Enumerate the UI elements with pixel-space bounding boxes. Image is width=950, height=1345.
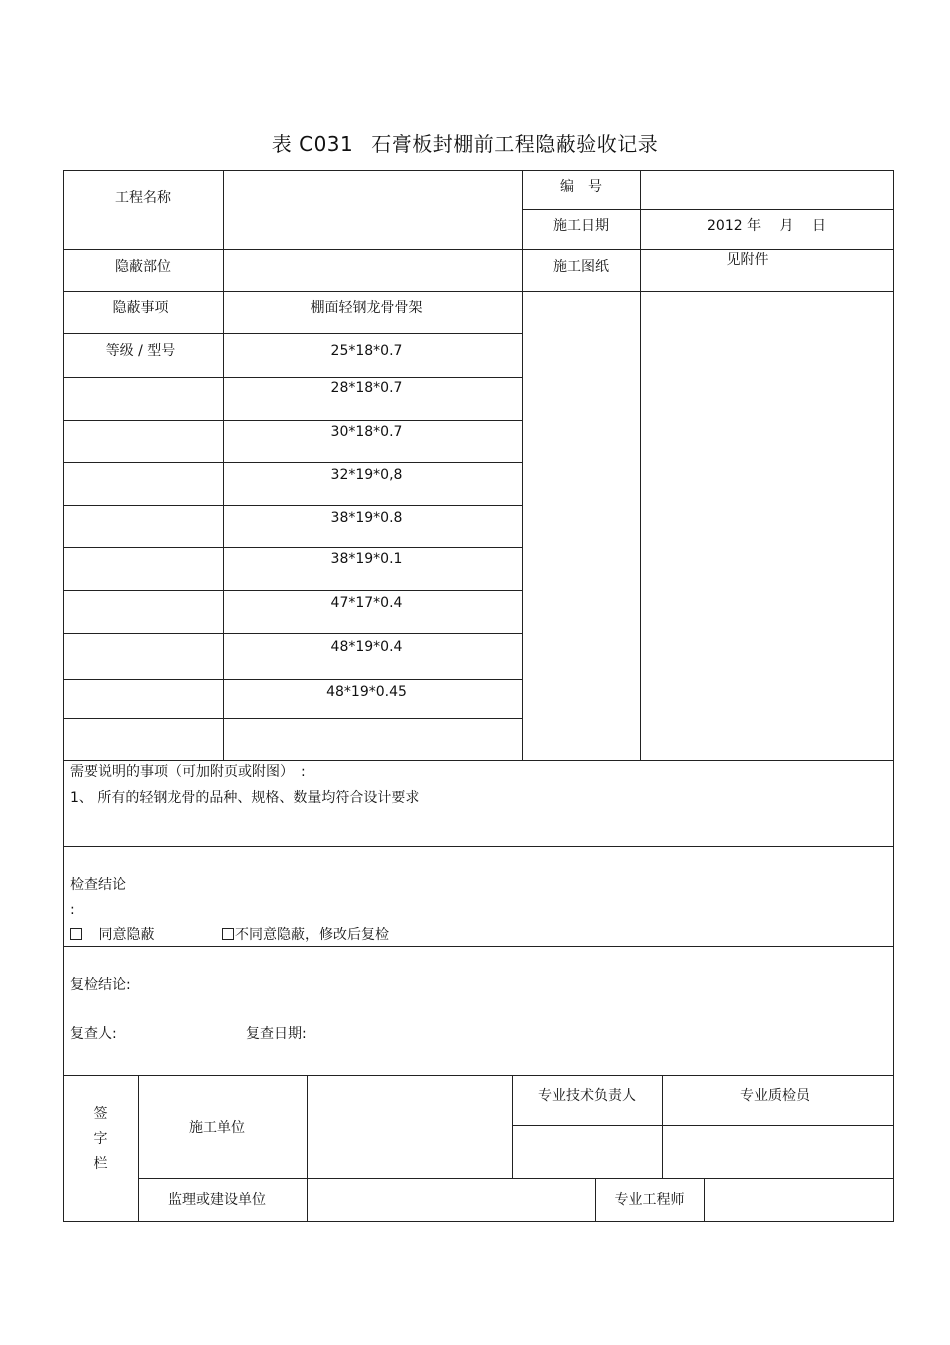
notes-heading: 需要说明的事项（可加附页或附图） :: [70, 764, 306, 780]
model-value: 25*18*0.7: [330, 343, 403, 359]
model-value: 30*18*0.7: [330, 424, 403, 440]
disagree-label: 不同意隐蔽，修改后复检: [235, 927, 389, 943]
project-name-label: 工程名称: [115, 190, 171, 206]
number-label: 编 号: [560, 179, 602, 195]
inspection-colon: :: [70, 902, 75, 918]
section-line: [63, 760, 894, 761]
construction-date-label: 施工日期: [553, 218, 609, 234]
hidden-part-label: 隐蔽部位: [115, 259, 171, 275]
sig-row-line: [512, 1125, 894, 1126]
row-line: [63, 291, 894, 292]
page-title: [0, 128, 930, 157]
agree-option[interactable]: [70, 926, 154, 944]
row-line: [63, 420, 523, 421]
signature-column-char: 签: [93, 1106, 108, 1122]
table-border-right: [893, 170, 894, 1222]
form-code: 表 C031: [271, 132, 354, 156]
row-line: [63, 590, 523, 591]
hidden-item-label: 隐蔽事项: [112, 300, 169, 316]
table-border-bottom: [63, 1221, 894, 1222]
signature-column-char: 字: [93, 1131, 108, 1147]
model-value: 38*19*0.1: [330, 551, 403, 567]
model-value: 38*19*0.8: [330, 510, 403, 526]
model-value: 48*19*0.4: [330, 639, 403, 655]
sig-col-line: [704, 1178, 705, 1222]
grade-model-label: 等级 / 型号: [105, 343, 176, 359]
quality-inspector-label: 专业质检员: [740, 1088, 810, 1104]
col-divider-1: [223, 170, 224, 760]
model-value: 28*18*0.7: [330, 380, 403, 396]
supervision-unit-label: 监理或建设单位: [168, 1192, 266, 1208]
model-value: 48*19*0.45: [326, 684, 407, 700]
disagree-option[interactable]: [222, 926, 389, 944]
model-value: 47*17*0.4: [330, 595, 403, 611]
section-line: [63, 946, 894, 947]
section-line: [63, 846, 894, 847]
construction-unit-label: 施工单位: [189, 1120, 245, 1136]
recheck-conclusion-label: 复检结论:: [70, 977, 131, 993]
row-line: [63, 679, 523, 680]
sig-row-line: [138, 1178, 894, 1179]
section-line: [63, 1075, 894, 1076]
construction-drawing-label: 施工图纸: [553, 259, 609, 275]
signature-column-char: 栏: [93, 1156, 108, 1172]
row-line: [63, 333, 523, 334]
row-line: [63, 718, 523, 719]
notes-item: 1、 所有的轻钢龙骨的品种、规格、数量均符合设计要求: [70, 790, 420, 806]
hidden-item-value: 棚面轻钢龙骨骨架: [310, 300, 423, 316]
agree-checkbox[interactable]: [70, 928, 82, 940]
tech-lead-label: 专业技术负责人: [538, 1088, 636, 1104]
sig-col-line: [307, 1075, 308, 1222]
recheck-date-label: 复查日期:: [246, 1026, 307, 1042]
engineer-label: 专业工程师: [614, 1192, 685, 1208]
disagree-checkbox[interactable]: [222, 928, 234, 940]
row-line: [522, 209, 894, 210]
row-line: [63, 462, 523, 463]
table-border-top: [63, 170, 894, 171]
row-line: [63, 633, 523, 634]
model-value: 32*19*0,8: [330, 467, 403, 483]
row-line: [63, 547, 523, 548]
construction-drawing-value: 见附件: [726, 252, 769, 268]
construction-date-value: 2012 年 月 日: [707, 218, 826, 234]
inspection-heading: 检查结论: [70, 877, 126, 893]
form-title: 石膏板封棚前工程隐蔽验收记录: [371, 132, 659, 156]
row-line: [63, 249, 894, 250]
row-line: [63, 377, 523, 378]
table-border-left: [63, 170, 64, 1222]
agree-label: 同意隐蔽: [98, 927, 155, 943]
recheck-person-label: 复查人:: [70, 1026, 117, 1042]
row-line: [63, 505, 523, 506]
